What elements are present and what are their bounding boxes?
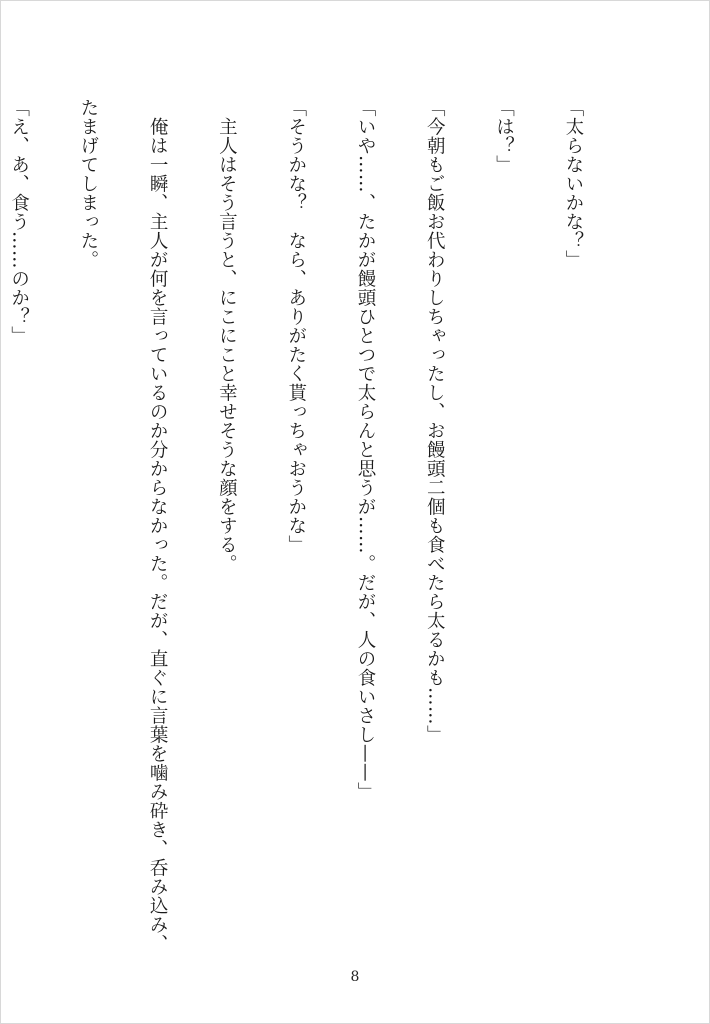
vertical-text-body bbox=[8, 98, 631, 953]
text-line: 「え、あ、食う……のか？」 bbox=[8, 98, 30, 345]
text-line: 「いや……、たかが饅頭ひとつで太らんと思うが……。だが、人の食いさし——」 bbox=[354, 98, 376, 801]
text-line: 俺は一瞬、主人が何を言っているのか分からなかった。だが、直ぐに言葉を噛み砕き、呑み込み、 bbox=[147, 98, 169, 953]
text-line: 「今朝もご飯お代わりしちゃったし、お饅頭二個も食べたら太るかも……」 bbox=[424, 98, 446, 744]
text-line: たまげてしまった。 bbox=[77, 98, 99, 269]
text-line: 「太らないかな？」 bbox=[562, 98, 584, 269]
text-line: 「そうかな？ なら、ありがたく貰っちゃおうかな」 bbox=[285, 98, 307, 554]
text-line: 「は？」 bbox=[493, 98, 515, 174]
text-line: 主人はそう言うと、にこにこと幸せそうな顔をする。 bbox=[216, 98, 238, 573]
page-number: 8 bbox=[350, 969, 360, 985]
